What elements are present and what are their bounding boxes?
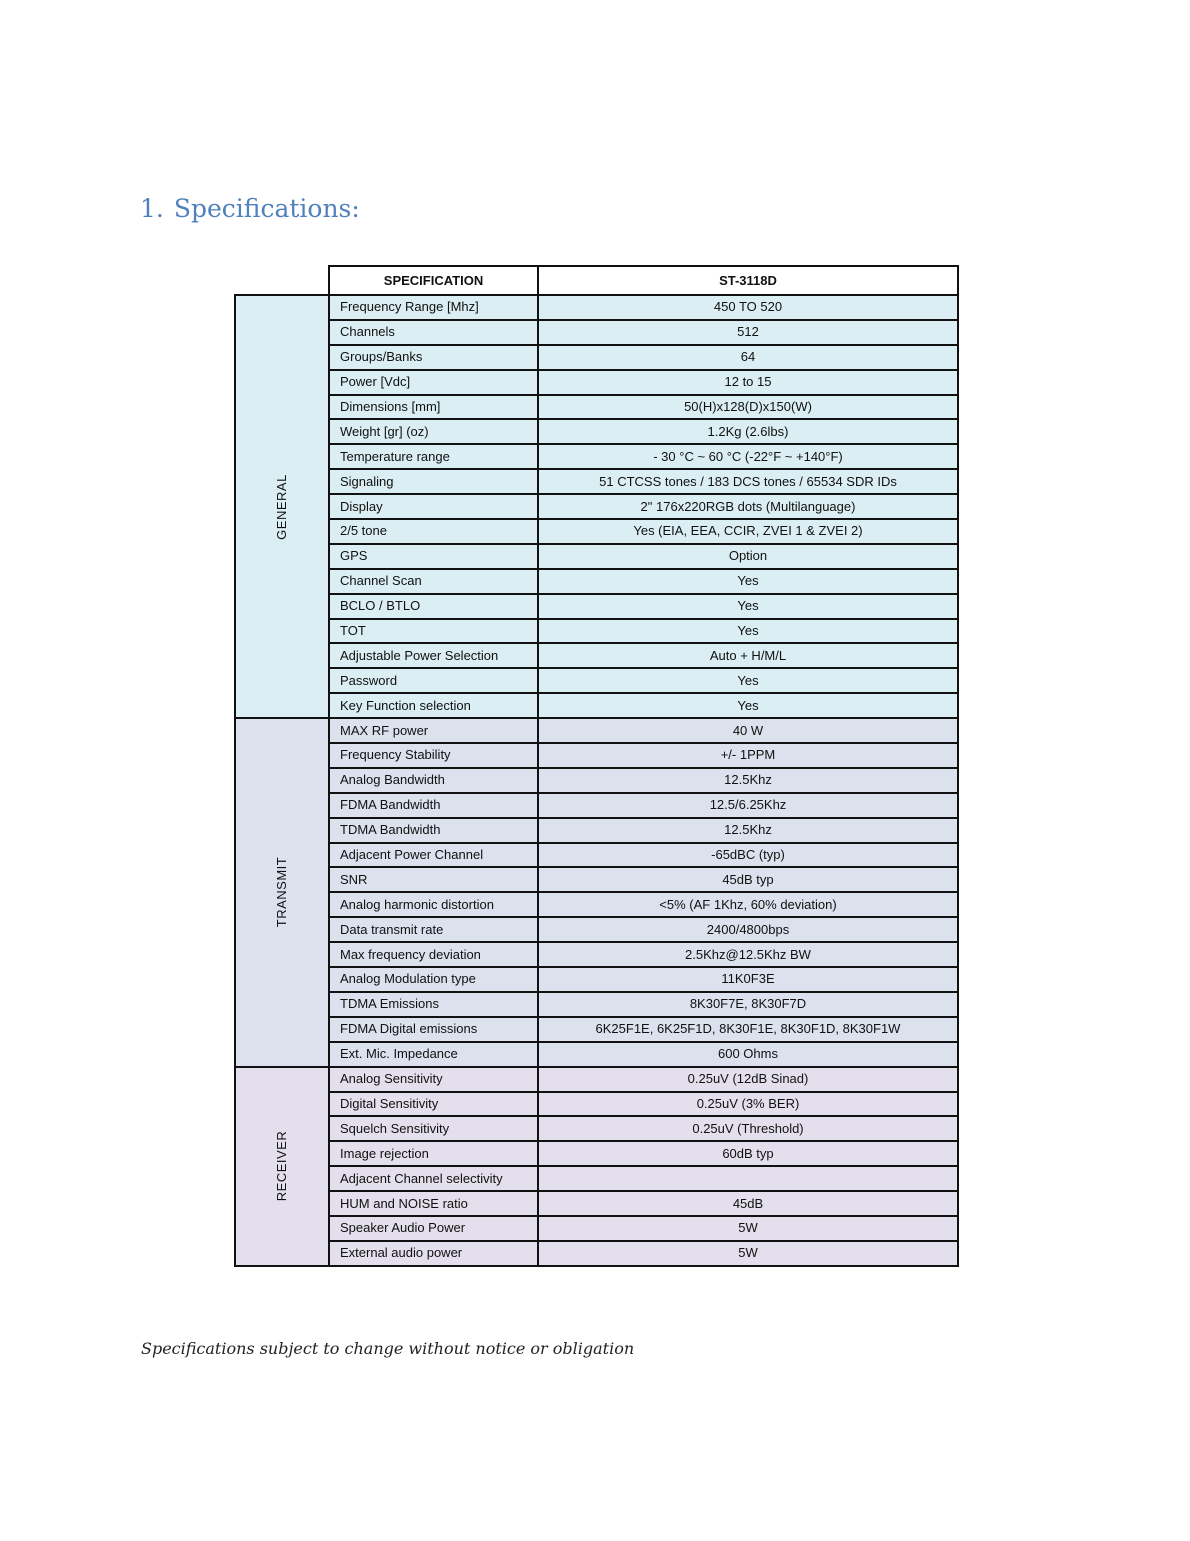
spec-name-cell: Ext. Mic. Impedance [329,1042,538,1067]
table-body [235,295,958,1266]
spec-name-cell: Temperature range [329,444,538,469]
table-row [235,619,958,644]
table-row [235,967,958,992]
spec-name-cell: Image rejection [329,1141,538,1166]
spec-value-cell: 2400/4800bps [538,917,958,942]
table-row [235,1166,958,1191]
specifications-table [234,265,959,1267]
table-row [235,818,958,843]
table-row [235,668,958,693]
group-label-cell-general [235,295,329,718]
table-row [235,544,958,569]
table-row [235,519,958,544]
spec-value-cell: 5W [538,1241,958,1266]
spec-name-cell: Channel Scan [329,569,538,594]
table-row [235,718,958,743]
table-row [235,1092,958,1117]
table-row [235,1241,958,1266]
table-row [235,295,958,320]
table-row [235,1116,958,1141]
table-row [235,743,958,768]
spec-value-cell: 450 TO 520 [538,295,958,320]
spec-value-cell [538,1166,958,1191]
table-row [235,1216,958,1241]
table-row [235,444,958,469]
table-row [235,569,958,594]
spec-name-cell: Channels [329,320,538,345]
spec-name-cell: Analog Bandwidth [329,768,538,793]
heading-text: Specifications: [173,194,360,223]
spec-name-cell: FDMA Digital emissions [329,1017,538,1042]
spec-value-cell: -65dBC (typ) [538,843,958,868]
spec-name-cell: Frequency Range [Mhz] [329,295,538,320]
spec-value-cell: Yes [538,668,958,693]
table-row [235,1191,958,1216]
table-row [235,693,958,718]
table-row [235,395,958,420]
spec-value-cell: 12.5Khz [538,818,958,843]
spec-name-cell: SNR [329,867,538,892]
page-heading [140,194,360,223]
spec-name-cell: Max frequency deviation [329,942,538,967]
heading-number: 1. [140,194,164,223]
spec-name-cell: TOT [329,619,538,644]
spec-name-cell: GPS [329,544,538,569]
table-row [235,494,958,519]
table-row [235,345,958,370]
group-label-cell-receiver [235,1067,329,1266]
spec-value-cell: +/- 1PPM [538,743,958,768]
table-row [235,942,958,967]
spec-value-cell: Yes [538,693,958,718]
table-row [235,768,958,793]
header-blank-cell [235,266,329,295]
spec-value-cell: Yes [538,619,958,644]
spec-value-cell: <5% (AF 1Khz, 60% deviation) [538,892,958,917]
spec-value-cell: 12.5/6.25Khz [538,793,958,818]
spec-value-cell: 50(H)x128(D)x150(W) [538,395,958,420]
table-row [235,1042,958,1067]
table-row [235,1067,958,1092]
spec-value-cell: 64 [538,345,958,370]
spec-name-cell: Speaker Audio Power [329,1216,538,1241]
spec-value-cell: 8K30F7E, 8K30F7D [538,992,958,1017]
table-row [235,370,958,395]
spec-value-cell: 6K25F1E, 6K25F1D, 8K30F1E, 8K30F1D, 8K30F1W [538,1017,958,1042]
spec-value-cell: Yes (EIA, EEA, CCIR, ZVEI 1 & ZVEI 2) [538,519,958,544]
spec-name-cell: Key Function selection [329,693,538,718]
spec-name-cell: BCLO / BTLO [329,594,538,619]
spec-value-cell: 2.5Khz@12.5Khz BW [538,942,958,967]
table-row [235,992,958,1017]
spec-value-cell: 512 [538,320,958,345]
spec-name-cell: MAX RF power [329,718,538,743]
spec-value-cell: 11K0F3E [538,967,958,992]
footnote: Specifications subject to change without notice or obligation [141,1339,635,1358]
spec-value-cell: 40 W [538,718,958,743]
table-row [235,1017,958,1042]
spec-value-cell: Auto + H/M/L [538,643,958,668]
spec-name-cell: Adjustable Power Selection [329,643,538,668]
group-label: RECEIVER [274,1130,289,1202]
spec-name-cell: Display [329,494,538,519]
spec-name-cell: Groups/Banks [329,345,538,370]
spec-value-cell: Option [538,544,958,569]
spec-value-cell: 51 CTCSS tones / 183 DCS tones / 65534 SDR IDs [538,469,958,494]
spec-name-cell: 2/5 tone [329,519,538,544]
spec-name-cell: Password [329,668,538,693]
group-label: GENERAL [273,473,289,540]
table-row [235,594,958,619]
spec-name-cell: Dimensions [mm] [329,395,538,420]
spec-value-cell: - 30 °C ~ 60 °C (-22°F ~ +140°F) [538,444,958,469]
table-row [235,1141,958,1166]
spec-value-cell: 0.25uV (Threshold) [538,1116,958,1141]
spec-value-cell: 0.25uV (12dB Sinad) [538,1067,958,1092]
spec-name-cell: Frequency Stability [329,743,538,768]
table-row [235,419,958,444]
table-row [235,843,958,868]
spec-value-cell: Yes [538,569,958,594]
spec-name-cell: Power [Vdc] [329,370,538,395]
table-row [235,643,958,668]
spec-name-cell: Digital Sensitivity [329,1092,538,1117]
spec-value-cell: 12 to 15 [538,370,958,395]
spec-value-cell: 5W [538,1216,958,1241]
spec-name-cell: Weight [gr] (oz) [329,419,538,444]
table-row [235,793,958,818]
group-label-cell-transmit [235,718,329,1066]
spec-name-cell: Data transmit rate [329,917,538,942]
spec-name-cell: TDMA Bandwidth [329,818,538,843]
spec-value-cell: 2" 176x220RGB dots (Multilanguage) [538,494,958,519]
table-row [235,867,958,892]
table-header-row [235,266,958,295]
spec-name-cell: Analog Sensitivity [329,1067,538,1092]
spec-name-cell: TDMA Emissions [329,992,538,1017]
spec-value-cell: 45dB [538,1191,958,1216]
spec-value-cell: 45dB typ [538,867,958,892]
spec-value-cell: Yes [538,594,958,619]
table-row [235,917,958,942]
spec-name-cell: Squelch Sensitivity [329,1116,538,1141]
spec-name-cell: Analog harmonic distortion [329,892,538,917]
group-label: TRANSMIT [273,857,289,928]
spec-name-cell: FDMA Bandwidth [329,793,538,818]
table-row [235,320,958,345]
spec-name-cell: External audio power [329,1241,538,1266]
spec-value-cell: 600 Ohms [538,1042,958,1067]
spec-name-cell: Adjacent Power Channel [329,843,538,868]
header-specification: SPECIFICATION [329,266,538,295]
spec-name-cell: Signaling [329,469,538,494]
spec-value-cell: 0.25uV (3% BER) [538,1092,958,1117]
spec-value-cell: 60dB typ [538,1141,958,1166]
spec-name-cell: HUM and NOISE ratio [329,1191,538,1216]
spec-name-cell: Adjacent Channel selectivity [329,1166,538,1191]
table-row [235,892,958,917]
table-row [235,469,958,494]
header-model: ST-3118D [538,266,958,295]
spec-value-cell: 1.2Kg (2.6lbs) [538,419,958,444]
spec-name-cell: Analog Modulation type [329,967,538,992]
spec-value-cell: 12.5Khz [538,768,958,793]
